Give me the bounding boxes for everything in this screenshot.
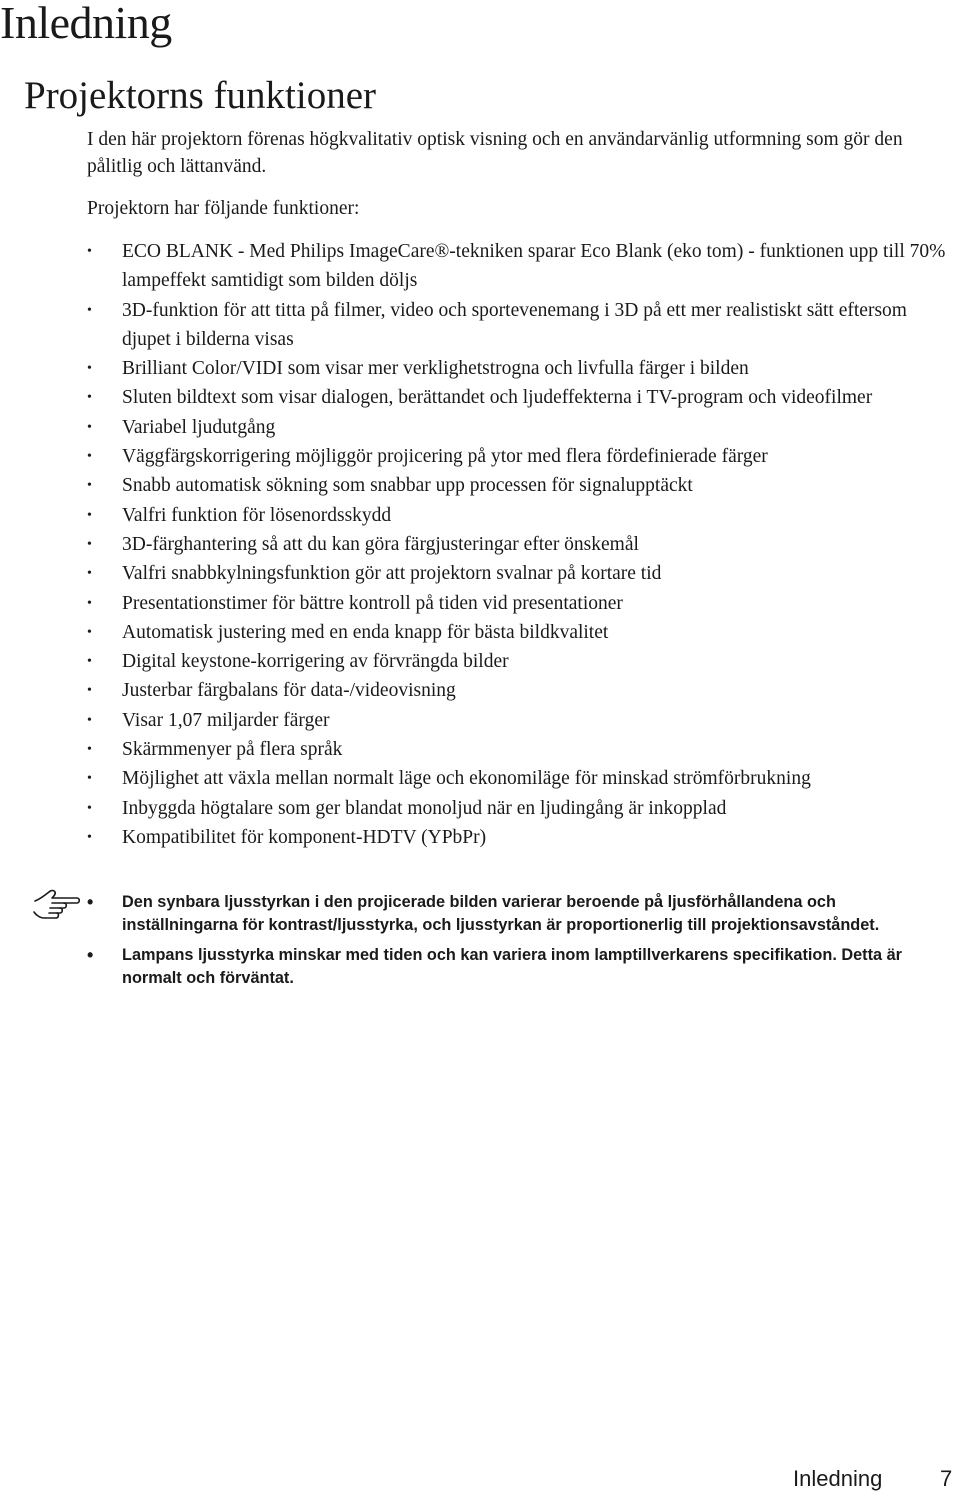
feature-item: • Digital keystone-korrigering av förvrängda bilder bbox=[87, 647, 959, 676]
feature-item: • 3D-funktion för att titta på filmer, video och sportevenemang i 3D på ett mer realistiskt sätt eftersom djupet i bilderna visas bbox=[87, 296, 959, 355]
feature-item: • Skärmmenyer på flera språk bbox=[87, 735, 959, 764]
feature-item: • 3D-färghantering så att du kan göra färgjusteringar efter önskemål bbox=[87, 530, 959, 559]
feature-item: • Snabb automatisk sökning som snabbar upp processen för signalupptäckt bbox=[87, 471, 959, 500]
page-number: 7 bbox=[940, 1466, 953, 1491]
note-item: • Den synbara ljusstyrkan i den projicerade bilden varierar beroende på ljusförhållandena och inställningarna för kontrast/ljusstyrka, och ljusstyrkan är proportionerlig till projektionsavståndet. bbox=[87, 891, 947, 936]
feature-item: • ECO BLANK - Med Philips ImageCare®-tekniken sparar Eco Blank (eko tom) - funktionen upp till 70% lampeffekt samtidigt som bilden döljs bbox=[87, 237, 959, 296]
feature-item: • Variabel ljudutgång bbox=[87, 413, 959, 442]
intro-paragraph: I den här projektorn förenas högkvalitativ optisk visning och en användarvänlig utformning som gör den pålitlig och lättanvänd. bbox=[87, 129, 903, 177]
feature-item: • Visar 1,07 miljarder färger bbox=[87, 706, 959, 735]
feature-item: • Valfri snabbkylningsfunktion gör att projektorn svalnar på kortare tid bbox=[87, 559, 959, 588]
feature-item: • Valfri funktion för lösenordsskydd bbox=[87, 501, 959, 530]
feature-item: • Väggfärgskorrigering möjliggör projicering på ytor med flera fördefinierade färger bbox=[87, 442, 959, 471]
note-item: • Lampans ljusstyrka minskar med tiden och kan variera inom lamptillverkarens specifikation. Detta är normalt och förväntat. bbox=[87, 944, 947, 989]
pointing-hand-icon bbox=[32, 887, 82, 921]
feature-item: • Sluten bildtext som visar dialogen, berättandet och ljudeffekterna i TV-program och videofilmer bbox=[87, 383, 959, 412]
page-footer bbox=[793, 1464, 953, 1494]
footer-section-label: Inledning bbox=[793, 1466, 883, 1491]
feature-item: • Inbyggda högtalare som ger blandat monoljud när en ljudingång är inkopplad bbox=[87, 794, 959, 823]
feature-item: • Justerbar färgbalans för data-/videovisning bbox=[87, 676, 959, 705]
section-title: Projektorns funktioner bbox=[24, 74, 377, 117]
feature-list bbox=[87, 237, 959, 852]
features-lead-text: Projektorn har följande funktioner: bbox=[87, 198, 360, 219]
feature-item: • Brilliant Color/VIDI som visar mer verklighetstrogna och livfulla färger i bilden bbox=[87, 354, 959, 383]
chapter-title: Inledning bbox=[0, 0, 172, 48]
feature-item: • Presentationstimer för bättre kontroll på tiden vid presentationer bbox=[87, 589, 959, 618]
feature-item: • Automatisk justering med en enda knapp för bästa bildkvalitet bbox=[87, 618, 959, 647]
feature-item: • Kompatibilitet för komponent-HDTV (YPbPr) bbox=[87, 823, 959, 852]
note-list bbox=[87, 891, 947, 997]
feature-item: • Möjlighet att växla mellan normalt läge och ekonomiläge för minskad strömförbrukning bbox=[87, 764, 959, 793]
